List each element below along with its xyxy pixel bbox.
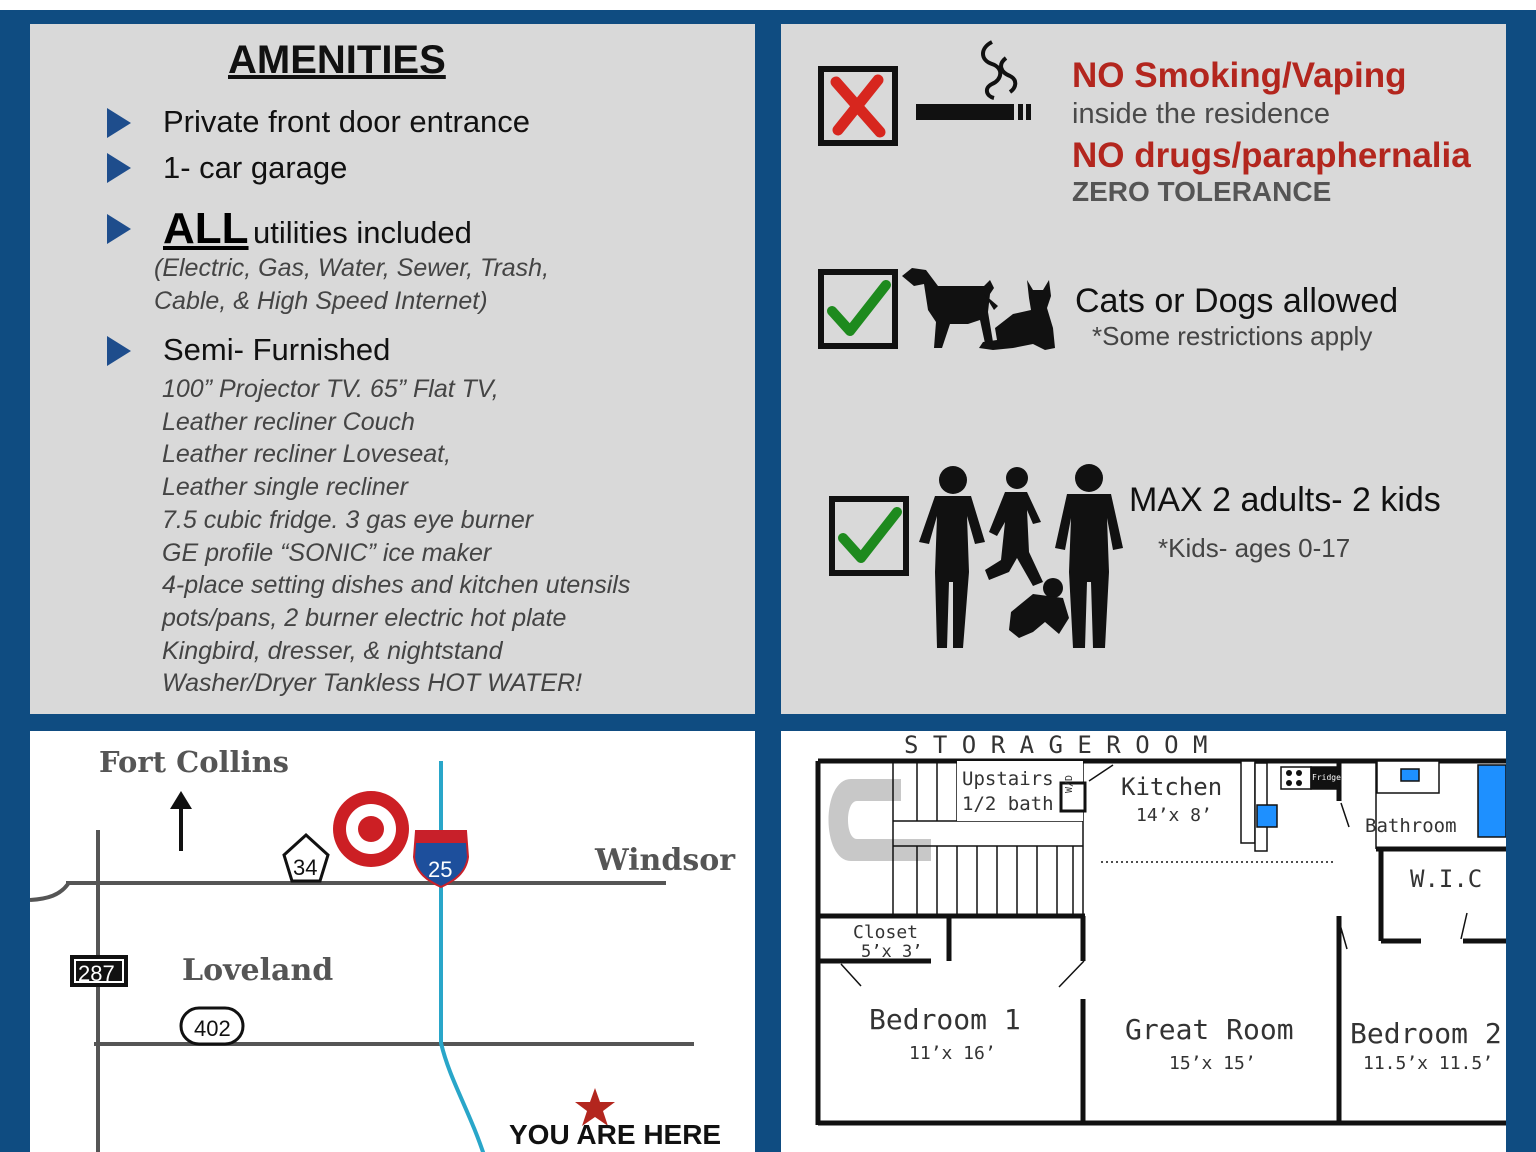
furnished-line: Leather recliner Loveseat,: [162, 440, 452, 469]
bullet-icon: [107, 108, 131, 138]
occupancy-title: MAX 2 adults- 2 kids: [1129, 481, 1441, 519]
cat-icon: [973, 278, 1063, 354]
closet-label: Closet: [853, 922, 919, 943]
wd-label: W/D: [1064, 774, 1075, 793]
furnished-label: Semi- Furnished: [163, 332, 391, 367]
furnished-line: Kingbird, dresser, & nightstand: [162, 636, 503, 665]
route-25-label: 25: [428, 857, 453, 882]
amenities-panel: [30, 24, 755, 714]
great-room-dim: 15’x 15’: [1169, 1053, 1256, 1074]
bullet-icon: [107, 336, 131, 366]
closet-dim: 5’x 3’: [861, 942, 923, 962]
smoking-title: NO Smoking/Vaping: [1072, 56, 1407, 95]
smoking-sub: inside the residence: [1072, 98, 1330, 130]
bathroom-label: Bathroom: [1365, 815, 1457, 837]
bedroom2-label: Bedroom 2: [1350, 1017, 1502, 1050]
north-city-label: Fort Collins: [99, 745, 290, 779]
bullet-icon: [107, 153, 131, 183]
furnished-line: 4-place setting dishes and kitchen utensils: [162, 571, 631, 600]
furnished-line: pots/pans, 2 burner electric hot plate: [162, 603, 567, 632]
fridge-label: Fridge: [1312, 773, 1341, 782]
kitchen-label: Kitchen: [1121, 773, 1223, 801]
furnished-line: GE profile “SONIC” ice maker: [162, 538, 492, 567]
check-icon: [829, 496, 909, 576]
top-strip: [0, 0, 1536, 10]
furnished-line: Leather single recliner: [162, 473, 408, 502]
furnished-line: 100” Projector TV. 65” Flat TV,: [162, 375, 499, 403]
utilities-line: [163, 204, 472, 254]
route-34-label: 34: [293, 855, 318, 880]
map-panel: [30, 731, 755, 1152]
amenity-item: Private front door entrance: [163, 104, 531, 139]
utilities-detail-line: Cable, & High Speed Internet): [154, 286, 488, 315]
bedroom2-dim: 11.5’x 11.5’: [1363, 1053, 1494, 1074]
amenities-title: AMENITIES: [228, 38, 446, 82]
drugs-sub: ZERO TOLERANCE: [1072, 176, 1332, 207]
storage-room-label: S T O R A G E R O O M: [904, 731, 1208, 759]
wic-label: W.I.C: [1410, 865, 1483, 893]
you-are-here-label: YOU ARE HERE: [509, 1119, 722, 1150]
route-402-label: 402: [194, 1016, 231, 1041]
family-icon: [913, 462, 1125, 652]
cross-icon: [818, 66, 898, 146]
rules-panel: [781, 24, 1506, 714]
floorplan-panel: [781, 731, 1506, 1152]
pets-title: Cats or Dogs allowed: [1075, 282, 1399, 320]
furnished-line: 7.5 cubic fridge. 3 gas eye burner: [162, 505, 534, 534]
occupancy-note: *Kids- ages 0-17: [1158, 533, 1351, 563]
furnished-line: Leather recliner Couch: [162, 407, 415, 436]
furnished-detail: [162, 373, 630, 700]
north-arrow-icon: [170, 791, 192, 851]
great-room-label: Great Room: [1125, 1013, 1294, 1046]
east-city-label: Windsor: [595, 843, 736, 878]
utilities-detail: [154, 252, 549, 317]
kitchen-dim: 14’x 8’: [1136, 805, 1212, 826]
half-bath-label: 1/2 bath: [962, 793, 1054, 815]
check-icon: [818, 269, 898, 349]
bullet-icon: [107, 214, 131, 244]
amenity-item: 1- car garage: [163, 150, 348, 185]
utilities-detail-line: (Electric, Gas, Water, Sewer, Trash,: [154, 254, 550, 282]
bedroom1-dim: 11’x 16’: [909, 1043, 996, 1064]
road-map: [30, 731, 755, 1152]
furnished-line: Washer/Dryer Tankless HOT WATER!: [162, 669, 582, 698]
utilities-all: ALL: [163, 204, 249, 253]
cigarette-icon: [914, 38, 1039, 128]
bedroom1-label: Bedroom 1: [869, 1003, 1021, 1036]
pets-note: *Some restrictions apply: [1092, 321, 1373, 351]
drugs-title: NO drugs/paraphernalia: [1072, 136, 1471, 175]
route-287-label: 287: [78, 961, 115, 986]
target-store-icon: [333, 791, 409, 867]
upstairs-label: Upstairs: [962, 768, 1054, 790]
city-label: Loveland: [182, 953, 334, 988]
utilities-label: utilities included: [252, 215, 472, 250]
